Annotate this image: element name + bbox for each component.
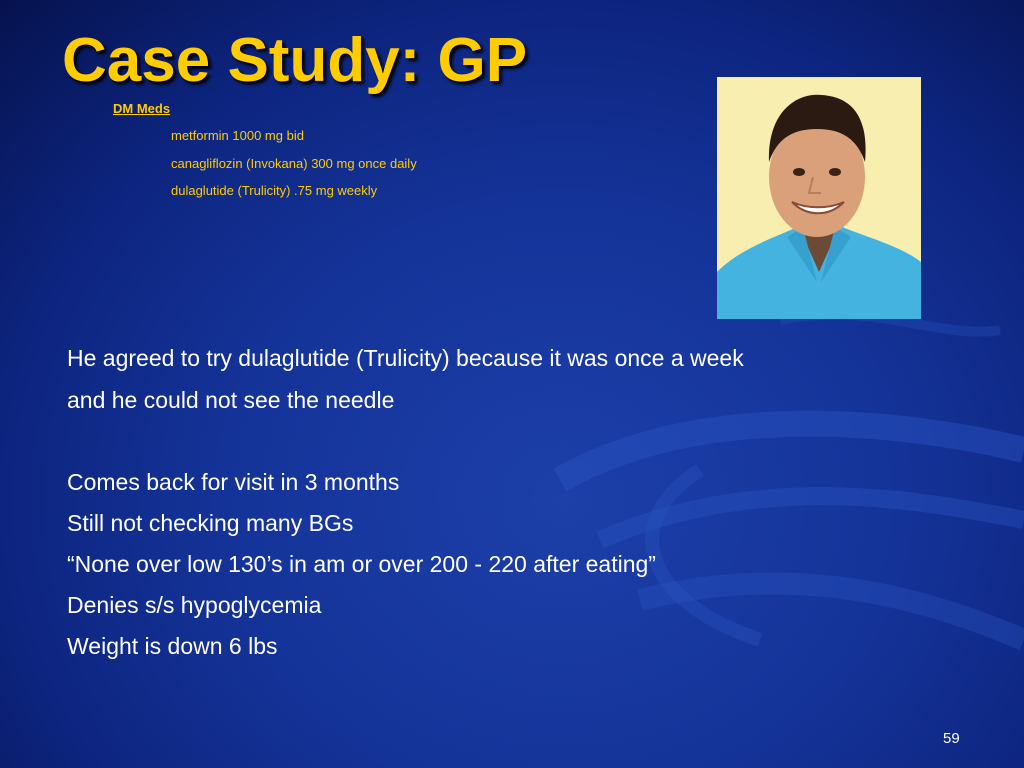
- body-text-line: Denies s/s hypoglycemia: [67, 592, 322, 618]
- med-item: metformin 1000 mg bid: [171, 128, 304, 143]
- med-item: canagliflozin (Invokana) 300 mg once daily: [171, 156, 417, 171]
- body-text-line: Still not checking many BGs: [67, 510, 354, 536]
- body-text-line: and he could not see the needle: [67, 387, 395, 413]
- patient-photo-icon: [717, 77, 921, 319]
- patient-photo: [717, 77, 921, 319]
- body-text-line: He agreed to try dulaglutide (Trulicity) because it was once a week: [67, 345, 744, 371]
- body-text-line: Weight is down 6 lbs: [67, 633, 278, 659]
- med-item: dulaglutide (Trulicity) .75 mg weekly: [171, 183, 378, 198]
- body-text-line: “None over low 130’s in am or over 200 - 220 after eating”: [67, 551, 656, 577]
- slide-title: Case Study: GP: [62, 26, 528, 95]
- page-number: 59: [943, 730, 960, 747]
- body-text-line: Comes back for visit in 3 months: [67, 469, 400, 495]
- dm-meds-heading: DM Meds: [113, 101, 171, 116]
